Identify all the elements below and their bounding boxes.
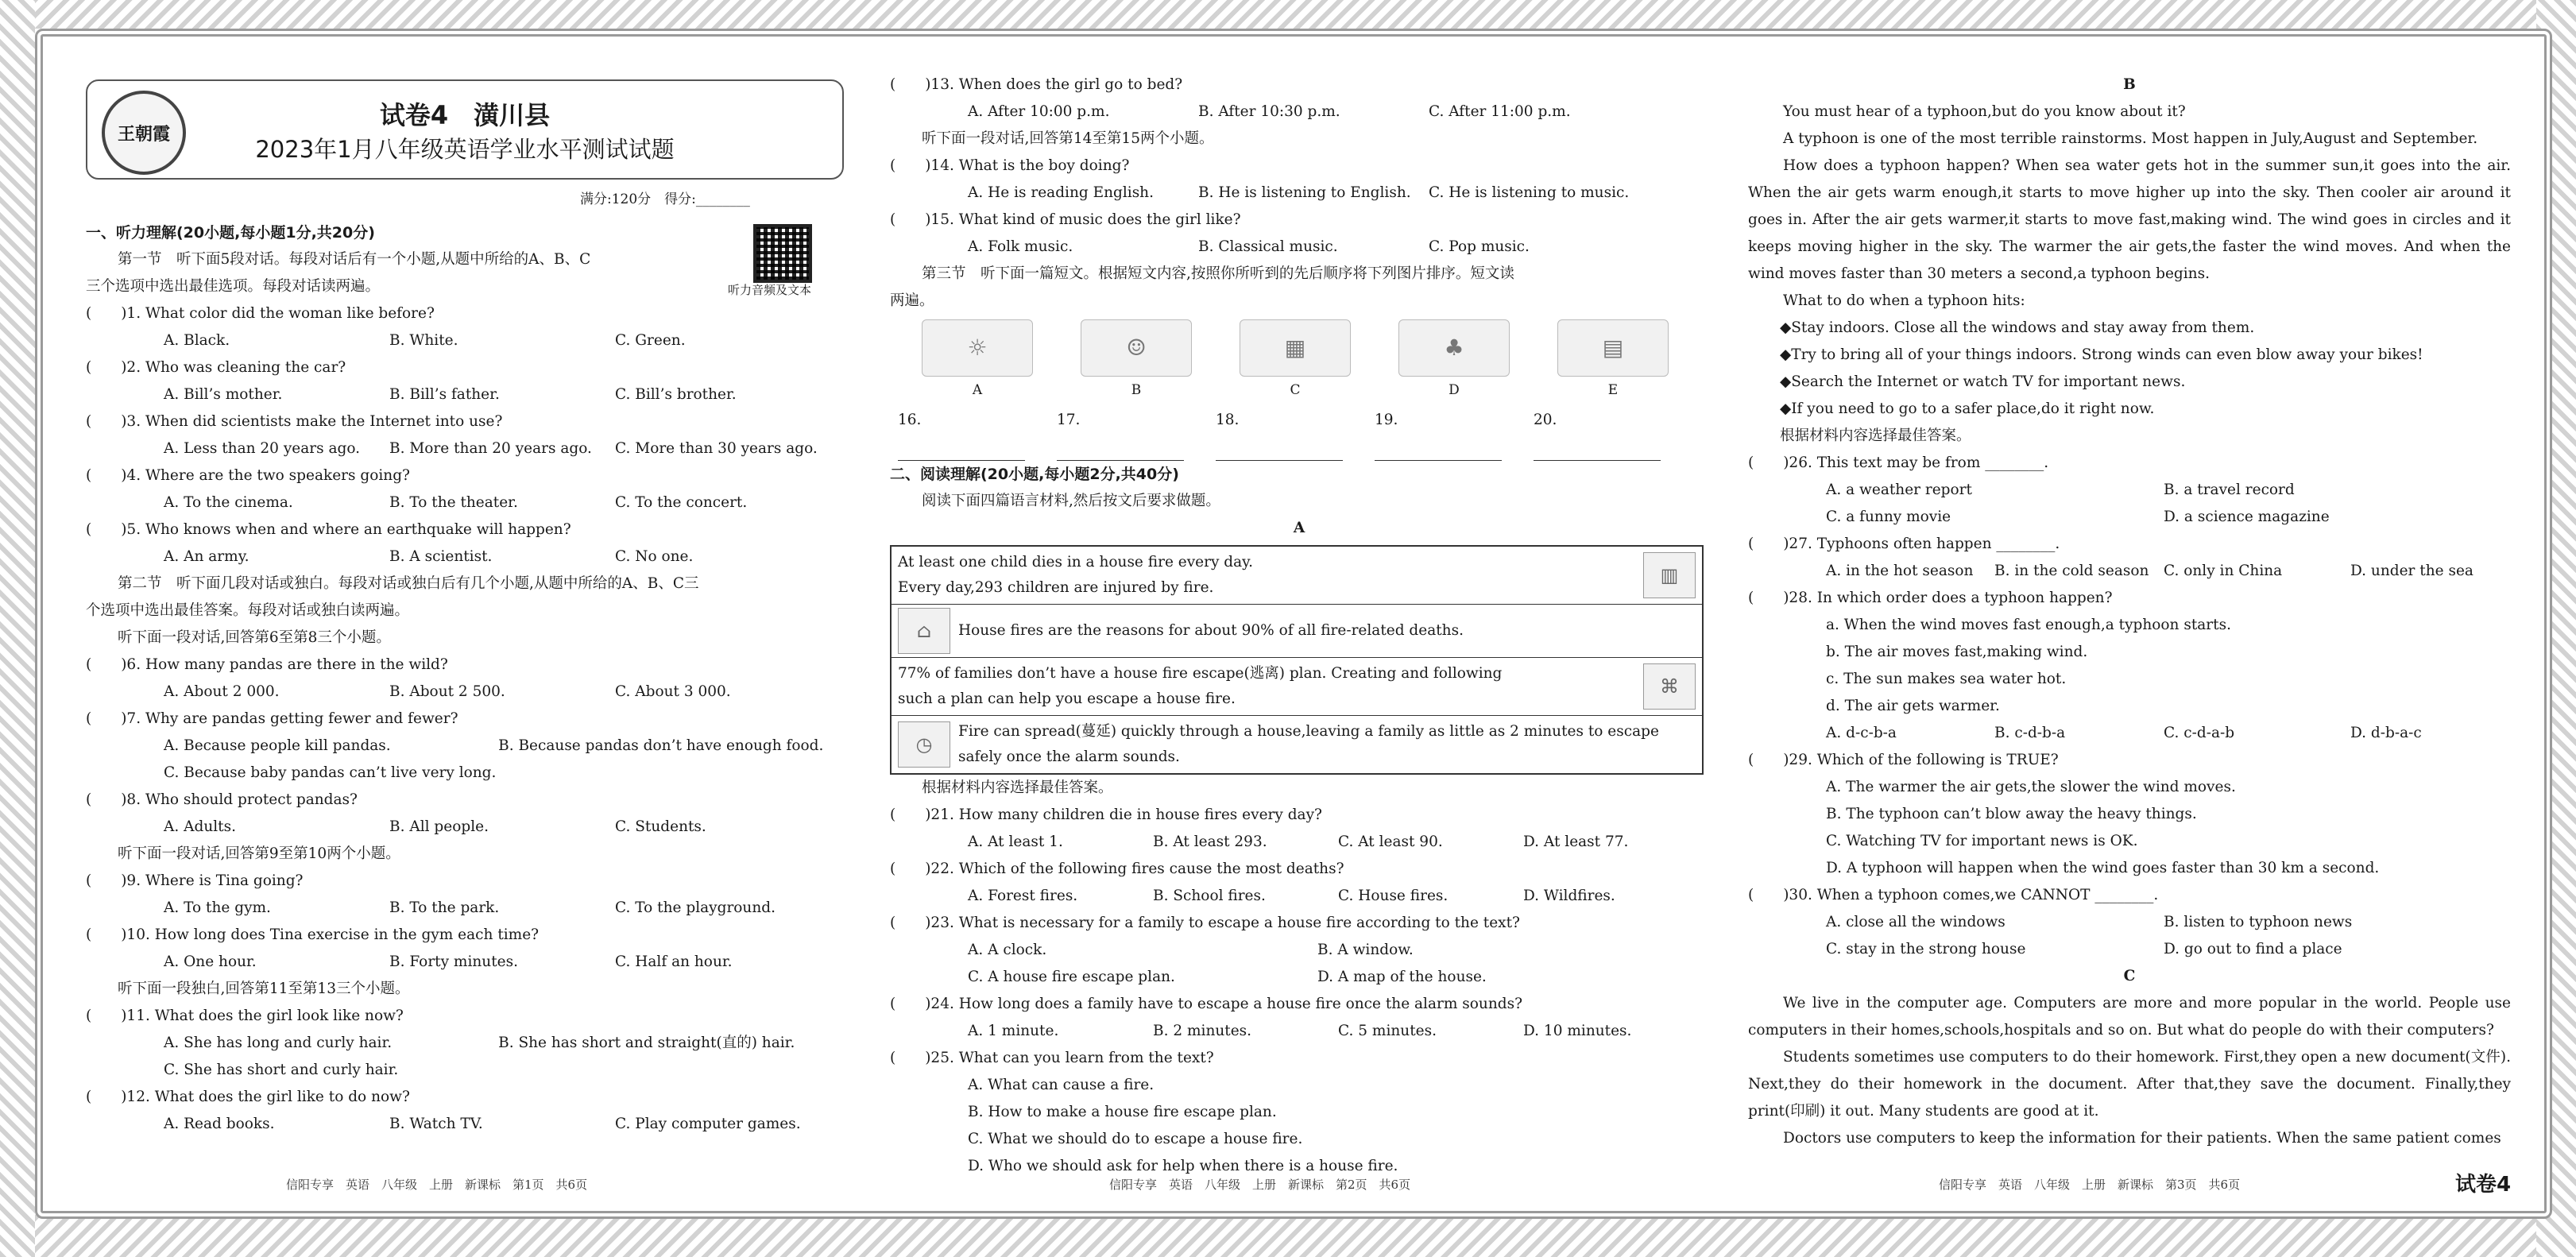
table-row bbox=[892, 716, 1702, 773]
options bbox=[1748, 558, 2511, 585]
option: B. A window. bbox=[1317, 942, 1414, 958]
blank-line bbox=[1375, 443, 1502, 461]
table-text: At least one child dies in a house fire every day. bbox=[898, 554, 1254, 570]
option: C. What we should do to escape a house fire. bbox=[968, 1131, 1303, 1147]
options bbox=[890, 964, 1708, 991]
option: C. 5 minutes. bbox=[1338, 1023, 1437, 1039]
book-illustration-icon: ▤ bbox=[1557, 319, 1669, 377]
option: D. 10 minutes. bbox=[1523, 1023, 1632, 1039]
option: C. About 3 000. bbox=[615, 683, 731, 700]
picture-label: B bbox=[1131, 382, 1142, 398]
option: D. At least 77. bbox=[1523, 833, 1629, 850]
bullet-item: ◆Search the Internet or watch TV for important news. bbox=[1780, 373, 2186, 390]
column-2 bbox=[890, 72, 1708, 1180]
paragraph: You must hear of a typhoon,but do you know about it? bbox=[1783, 103, 2186, 120]
option: B. Because pandas don’t have enough food. bbox=[498, 737, 824, 754]
option: B. 2 minutes. bbox=[1153, 1023, 1252, 1039]
options bbox=[1748, 477, 2511, 504]
sub-instruction: 听下面一段对话,回答第14至第15两个小题。 bbox=[922, 130, 1214, 147]
option: A. About 2 000. bbox=[164, 683, 280, 700]
title-box bbox=[86, 79, 844, 180]
option: C. a funny movie bbox=[1826, 509, 1951, 525]
options bbox=[86, 435, 841, 462]
picture-label: C bbox=[1290, 382, 1301, 398]
question-7: ( )7. Why are pandas getting fewer and fewer? bbox=[86, 710, 458, 727]
paragraph: How does a typhoon happen? When sea water gets hot in the summer sun,it goes into the air. When the air gets warm enough,it starts to move higher up into the sky. Then cooler air around it goes in. After the air gets warmer,it starts to move fast,making wind. The wind goes in circles and it keeps moving higher in the sky. The warmer the air gets,the faster the wind moves. And when the wind moves faster than 30 meters a second,a typhoon begins. bbox=[1748, 157, 2511, 282]
question-21: ( )21. How many children die in house fires every day? bbox=[890, 806, 1322, 823]
clock-icon: ◷ bbox=[898, 721, 950, 768]
sequence-item: c. The sun makes sea water hot. bbox=[1826, 671, 2067, 687]
question-3: ( )3. When did scientists make the Internet into use? bbox=[86, 413, 503, 430]
options bbox=[86, 949, 841, 976]
table-cell bbox=[958, 719, 1696, 770]
question-22: ( )22. Which of the following fires cause the most deaths? bbox=[890, 861, 1344, 877]
options bbox=[86, 1111, 841, 1138]
option: B. To the theater. bbox=[389, 494, 518, 511]
picture-c bbox=[1240, 319, 1351, 404]
option: A. Because people kill pandas. bbox=[164, 737, 391, 754]
table-cell bbox=[898, 550, 1643, 601]
options bbox=[1748, 720, 2511, 747]
fire-facts-table bbox=[890, 545, 1704, 775]
option: A. She has long and curly hair. bbox=[164, 1035, 393, 1051]
option: C. only in China bbox=[2164, 563, 2283, 579]
question-23: ( )23. What is necessary for a family to escape a house fire according to the text? bbox=[890, 915, 1520, 931]
page-footer: 信阳专享 英语 八年级 上册 新课标 第2页 共6页 bbox=[1109, 1178, 1411, 1192]
option: A. Less than 20 years ago. bbox=[164, 440, 361, 457]
photos-illustration-icon: ▦ bbox=[1240, 319, 1351, 377]
blank-number: 19. bbox=[1375, 412, 1398, 428]
decorative-border-left bbox=[0, 0, 35, 1257]
instructions: 第三节 听下面一篇短文。根据短文内容,按照你所听到的先后顺序将下列图片排序。短文读 bbox=[922, 265, 1514, 282]
option: C. A house fire escape plan. bbox=[968, 969, 1175, 985]
passage-b-label: B bbox=[2123, 76, 2136, 93]
option: A. Adults. bbox=[164, 818, 236, 835]
option: C. To the concert. bbox=[615, 494, 748, 511]
option: C. Green. bbox=[615, 332, 686, 349]
option: A. One hour. bbox=[164, 953, 257, 970]
option: B. To the park. bbox=[389, 899, 500, 916]
floor-plan-icon: ⌘ bbox=[1643, 663, 1696, 710]
instructions: 根据材料内容选择最佳答案。 bbox=[922, 779, 1113, 796]
blank-19[interactable] bbox=[1375, 407, 1502, 461]
options bbox=[1748, 909, 2511, 936]
decorative-border-top bbox=[0, 0, 2576, 29]
options bbox=[86, 895, 841, 922]
option: D. Wildfires. bbox=[1523, 888, 1615, 904]
column-3 bbox=[1748, 72, 2511, 1152]
instructions: 三个选项中选出最佳选项。每段对话读两遍。 bbox=[86, 278, 381, 295]
option: A. The warmer the air gets,the slower the wind moves. bbox=[1826, 779, 2236, 795]
option: D. a science magazine bbox=[2164, 509, 2330, 525]
options bbox=[890, 937, 1708, 964]
question-30: ( )30. When a typhoon comes,we CANNOT ________. bbox=[1748, 887, 2159, 903]
option: C. More than 30 years ago. bbox=[615, 440, 818, 457]
option: B. Watch TV. bbox=[389, 1116, 483, 1132]
table-row bbox=[892, 658, 1702, 716]
table-row bbox=[892, 605, 1702, 658]
option: B. c-d-b-a bbox=[1994, 725, 2066, 741]
options bbox=[890, 234, 1708, 261]
option: A. An army. bbox=[164, 548, 249, 565]
option: B. How to make a house fire escape plan. bbox=[968, 1104, 1277, 1120]
blank-line bbox=[1057, 443, 1184, 461]
table-text: Every day,293 children are injured by fire. bbox=[898, 579, 1214, 596]
house-icon: ⌂ bbox=[898, 608, 950, 654]
paragraph: Students sometimes use computers to do their homework. First,they open a new document(文件). Next,they do their homework in the document. After that,they save the document. Finally,they print(印刷) it out. Many students are good at it. bbox=[1748, 1049, 2511, 1120]
option: D. A map of the house. bbox=[1317, 969, 1487, 985]
option: B. At least 293. bbox=[1153, 833, 1267, 850]
table-row bbox=[892, 547, 1702, 605]
question-27: ( )27. Typhoons often happen ________. bbox=[1748, 536, 2060, 552]
blank-number: 20. bbox=[1534, 412, 1557, 428]
option: A. Black. bbox=[164, 332, 230, 349]
instructions: 第二节 听下面几段对话或独白。每段对话或独白后有几个小题,从题中所给的A、B、C三 bbox=[118, 575, 699, 592]
option: D. Who we should ask for help when there is a house fire. bbox=[968, 1158, 1398, 1174]
option: C. c-d-a-b bbox=[2164, 725, 2235, 741]
option: A. close all the windows bbox=[1826, 914, 2005, 930]
instructions: 根据材料内容选择最佳答案。 bbox=[1780, 427, 1971, 444]
table-text: House fires are the reasons for about 90% of all fire-related deaths. bbox=[958, 622, 1464, 639]
blank-line bbox=[898, 443, 1025, 461]
option: B. She has short and straight(直的) hair. bbox=[498, 1035, 795, 1051]
options bbox=[86, 814, 841, 841]
option: A. in the hot season bbox=[1826, 563, 1974, 579]
option: D. go out to find a place bbox=[2164, 941, 2342, 957]
options bbox=[890, 180, 1708, 207]
bullet-item: ◆Stay indoors. Close all the windows and stay away from them. bbox=[1780, 319, 2255, 336]
options bbox=[890, 829, 1708, 856]
exam-title: 试卷4 潢川县 bbox=[379, 100, 551, 130]
option: B. in the cold season bbox=[1994, 563, 2149, 579]
table-cell bbox=[898, 661, 1643, 712]
option: C. Pop music. bbox=[1429, 238, 1530, 255]
option: C. Because baby pandas can’t live very long. bbox=[164, 764, 497, 781]
question-24: ( )24. How long does a family have to escape a house fire once the alarm sounds? bbox=[890, 996, 1522, 1012]
window-icon: ▥ bbox=[1643, 552, 1696, 598]
logo-text: 王朝霞 bbox=[117, 123, 170, 145]
option: C. Play computer games. bbox=[615, 1116, 801, 1132]
blank-20[interactable] bbox=[1534, 407, 1661, 461]
sub-instruction: 听下面一段对话,回答第9至第10两个小题。 bbox=[118, 845, 400, 862]
instructions: 第一节 听下面5段对话。每段对话后有一个小题,从题中所给的A、B、C bbox=[118, 251, 591, 268]
question-15: ( )15. What kind of music does the girl like? bbox=[890, 211, 1241, 228]
option: C. Bill’s brother. bbox=[615, 386, 737, 403]
question-10: ( )10. How long does Tina exercise in the gym each time? bbox=[86, 926, 540, 943]
option: C. Half an hour. bbox=[615, 953, 733, 970]
option: B. School fires. bbox=[1153, 888, 1266, 904]
picture-row bbox=[890, 319, 1708, 404]
options bbox=[86, 327, 841, 354]
instructions: 两遍。 bbox=[890, 292, 934, 309]
options bbox=[1748, 504, 2511, 531]
question-29: ( )29. Which of the following is TRUE? bbox=[1748, 752, 2059, 768]
sub-instruction: 听下面一段独白,回答第11至第13三个小题。 bbox=[118, 980, 410, 997]
options bbox=[86, 1030, 841, 1057]
blank-17[interactable] bbox=[1057, 407, 1184, 461]
section-heading: 二、阅读理解(20小题,每小题2分,共40分) bbox=[890, 466, 1179, 483]
section-heading: 一、听力理解(20小题,每小题1分,共20分) bbox=[86, 224, 375, 242]
option: B. A scientist. bbox=[389, 548, 493, 565]
options bbox=[890, 1018, 1708, 1045]
option: B. Bill’s father. bbox=[389, 386, 500, 403]
picnic-illustration-icon: ☼ bbox=[922, 319, 1033, 377]
question-12: ( )12. What does the girl like to do now? bbox=[86, 1089, 410, 1105]
passage-c-label: C bbox=[2123, 968, 2136, 984]
question-14: ( )14. What is the boy doing? bbox=[890, 157, 1130, 174]
exam-subtitle: 2023年1月八年级英语学业水平测试试题 bbox=[255, 136, 675, 163]
paragraph: What to do when a typhoon hits: bbox=[1783, 292, 2025, 309]
options bbox=[86, 489, 841, 516]
option: A. After 10:00 p.m. bbox=[968, 103, 1110, 120]
option: C. She has short and curly hair. bbox=[164, 1062, 399, 1078]
option: C. House fires. bbox=[1338, 888, 1449, 904]
option: B. Classical music. bbox=[1198, 238, 1338, 255]
option: A. d-c-b-a bbox=[1826, 725, 1897, 741]
question-4: ( )4. Where are the two speakers going? bbox=[86, 467, 410, 484]
exam-number: 试卷4 bbox=[2455, 1173, 2512, 1197]
bullet-item: ◆Try to bring all of your things indoors. Strong winds can even blow away your bikes! bbox=[1780, 346, 2423, 363]
option: D. under the sea bbox=[2350, 563, 2474, 579]
paragraph: We live in the computer age. Computers are more and more popular in the world. People use computers in their homes,schools,hospitals and so on. But what do people do with their computers? bbox=[1748, 995, 2511, 1038]
option: B. More than 20 years ago. bbox=[389, 440, 592, 457]
blank-line bbox=[1216, 443, 1343, 461]
options bbox=[1748, 936, 2511, 963]
options bbox=[890, 99, 1708, 126]
blank-18[interactable] bbox=[1216, 407, 1343, 461]
question-5: ( )5. Who knows when and where an earthquake will happen? bbox=[86, 521, 571, 538]
option: B. All people. bbox=[389, 818, 489, 835]
options bbox=[86, 543, 841, 570]
question-8: ( )8. Who should protect pandas? bbox=[86, 791, 358, 808]
options bbox=[86, 381, 841, 408]
table-text: Fire can spread(蔓延) quickly through a house,leaving a family as little as 2 minutes to escape bbox=[958, 723, 1659, 740]
score-line: 满分:120分 得分:________ bbox=[580, 191, 750, 207]
table-text: safely once the alarm sounds. bbox=[958, 748, 1180, 765]
children-illustration-icon: ☺ bbox=[1081, 319, 1192, 377]
sequence-item: a. When the wind moves fast enough,a typhoon starts. bbox=[1826, 617, 2231, 633]
option: A. To the cinema. bbox=[164, 494, 293, 511]
question-6: ( )6. How many pandas are there in the wild? bbox=[86, 656, 448, 673]
option: C. He is listening to music. bbox=[1429, 184, 1630, 201]
page-footer: 信阳专享 英语 八年级 上册 新课标 第1页 共6页 bbox=[286, 1178, 588, 1192]
option: B. The typhoon can’t blow away the heavy things. bbox=[1826, 806, 2197, 822]
picture-d bbox=[1398, 319, 1510, 404]
question-11: ( )11. What does the girl look like now? bbox=[86, 1008, 404, 1024]
picture-label: E bbox=[1607, 382, 1619, 398]
blank-16[interactable] bbox=[898, 407, 1025, 461]
option: A. He is reading English. bbox=[968, 184, 1154, 201]
question-28: ( )28. In which order does a typhoon happen? bbox=[1748, 590, 2113, 606]
option: A. At least 1. bbox=[968, 833, 1063, 850]
options bbox=[86, 679, 841, 706]
option: B. listen to typhoon news bbox=[2164, 914, 2353, 930]
option: C. stay in the strong house bbox=[1826, 941, 2026, 957]
blank-line bbox=[1534, 443, 1661, 461]
table-text: such a plan can help you escape a house fire. bbox=[898, 690, 1236, 707]
passage-a-label: A bbox=[1293, 520, 1305, 536]
option: A. Folk music. bbox=[968, 238, 1073, 255]
question-2: ( )2. Who was cleaning the car? bbox=[86, 359, 346, 376]
blank-number: 17. bbox=[1057, 412, 1081, 428]
option: A. Read books. bbox=[164, 1116, 275, 1132]
option: C. At least 90. bbox=[1338, 833, 1443, 850]
sequence-item: d. The air gets warmer. bbox=[1826, 698, 2000, 714]
option: A. 1 minute. bbox=[968, 1023, 1059, 1039]
answer-blanks bbox=[890, 407, 1708, 461]
option: D. A typhoon will happen when the wind goes faster than 30 km a second. bbox=[1826, 860, 2380, 876]
qr-caption: 听力音频及文本 bbox=[728, 283, 812, 297]
option: A. a weather report bbox=[1826, 482, 1972, 498]
option: C. Watching TV for important news is OK. bbox=[1826, 833, 2138, 849]
option: C. No one. bbox=[615, 548, 694, 565]
instructions: 个选项中选出最佳答案。每段对话或独白读两遍。 bbox=[86, 602, 410, 619]
bullet-item: ◆If you need to go to a safer place,do it right now. bbox=[1780, 400, 2155, 417]
question-13: ( )13. When does the girl go to bed? bbox=[890, 76, 1183, 93]
option: B. He is listening to English. bbox=[1198, 184, 1411, 201]
option: D. d-b-a-c bbox=[2350, 725, 2422, 741]
column-1 bbox=[86, 219, 841, 1138]
blank-number: 18. bbox=[1216, 412, 1240, 428]
option: C. To the playground. bbox=[615, 899, 776, 916]
option: B. a travel record bbox=[2164, 482, 2295, 498]
option: A. To the gym. bbox=[164, 899, 271, 916]
picture-a bbox=[922, 319, 1033, 404]
option: C. After 11:00 p.m. bbox=[1429, 103, 1571, 120]
paragraph: A typhoon is one of the most terrible rainstorms. Most happen in July,August and September. bbox=[1783, 130, 2478, 147]
option: B. About 2 500. bbox=[389, 683, 505, 700]
picture-b bbox=[1081, 319, 1192, 404]
picture-label: D bbox=[1449, 382, 1460, 398]
option: B. White. bbox=[389, 332, 458, 349]
question-26: ( )26. This text may be from ________. bbox=[1748, 454, 2049, 471]
option: B. Forty minutes. bbox=[389, 953, 518, 970]
blank-number: 16. bbox=[898, 412, 922, 428]
option: C. Students. bbox=[615, 818, 706, 835]
sub-instruction: 听下面一段对话,回答第6至第8三个小题。 bbox=[118, 629, 391, 646]
paragraph: Doctors use computers to keep the information for their patients. When the same patient comes bbox=[1783, 1130, 2501, 1147]
option: A. Bill’s mother. bbox=[164, 386, 283, 403]
instructions: 阅读下面四篇语言材料,然后按文后要求做题。 bbox=[922, 493, 1220, 509]
sequence-item: b. The air moves fast,making wind. bbox=[1826, 644, 2088, 660]
family-illustration-icon: ♣ bbox=[1398, 319, 1510, 377]
option: A. What can cause a fire. bbox=[968, 1077, 1155, 1093]
table-text: 77% of families don’t have a house fire escape(逃离) plan. Creating and following bbox=[898, 665, 1503, 682]
options bbox=[890, 883, 1708, 910]
question-25: ( )25. What can you learn from the text? bbox=[890, 1050, 1214, 1066]
question-9: ( )9. Where is Tina going? bbox=[86, 872, 304, 889]
options bbox=[86, 733, 841, 760]
page-footer: 信阳专享 英语 八年级 上册 新课标 第3页 共6页 bbox=[1939, 1178, 2241, 1192]
picture-e bbox=[1557, 319, 1669, 404]
option: B. After 10:30 p.m. bbox=[1198, 103, 1340, 120]
option: A. A clock. bbox=[968, 942, 1047, 958]
picture-label: A bbox=[972, 382, 983, 398]
option: A. Forest fires. bbox=[968, 888, 1078, 904]
question-1: ( )1. What color did the woman like before? bbox=[86, 305, 435, 322]
